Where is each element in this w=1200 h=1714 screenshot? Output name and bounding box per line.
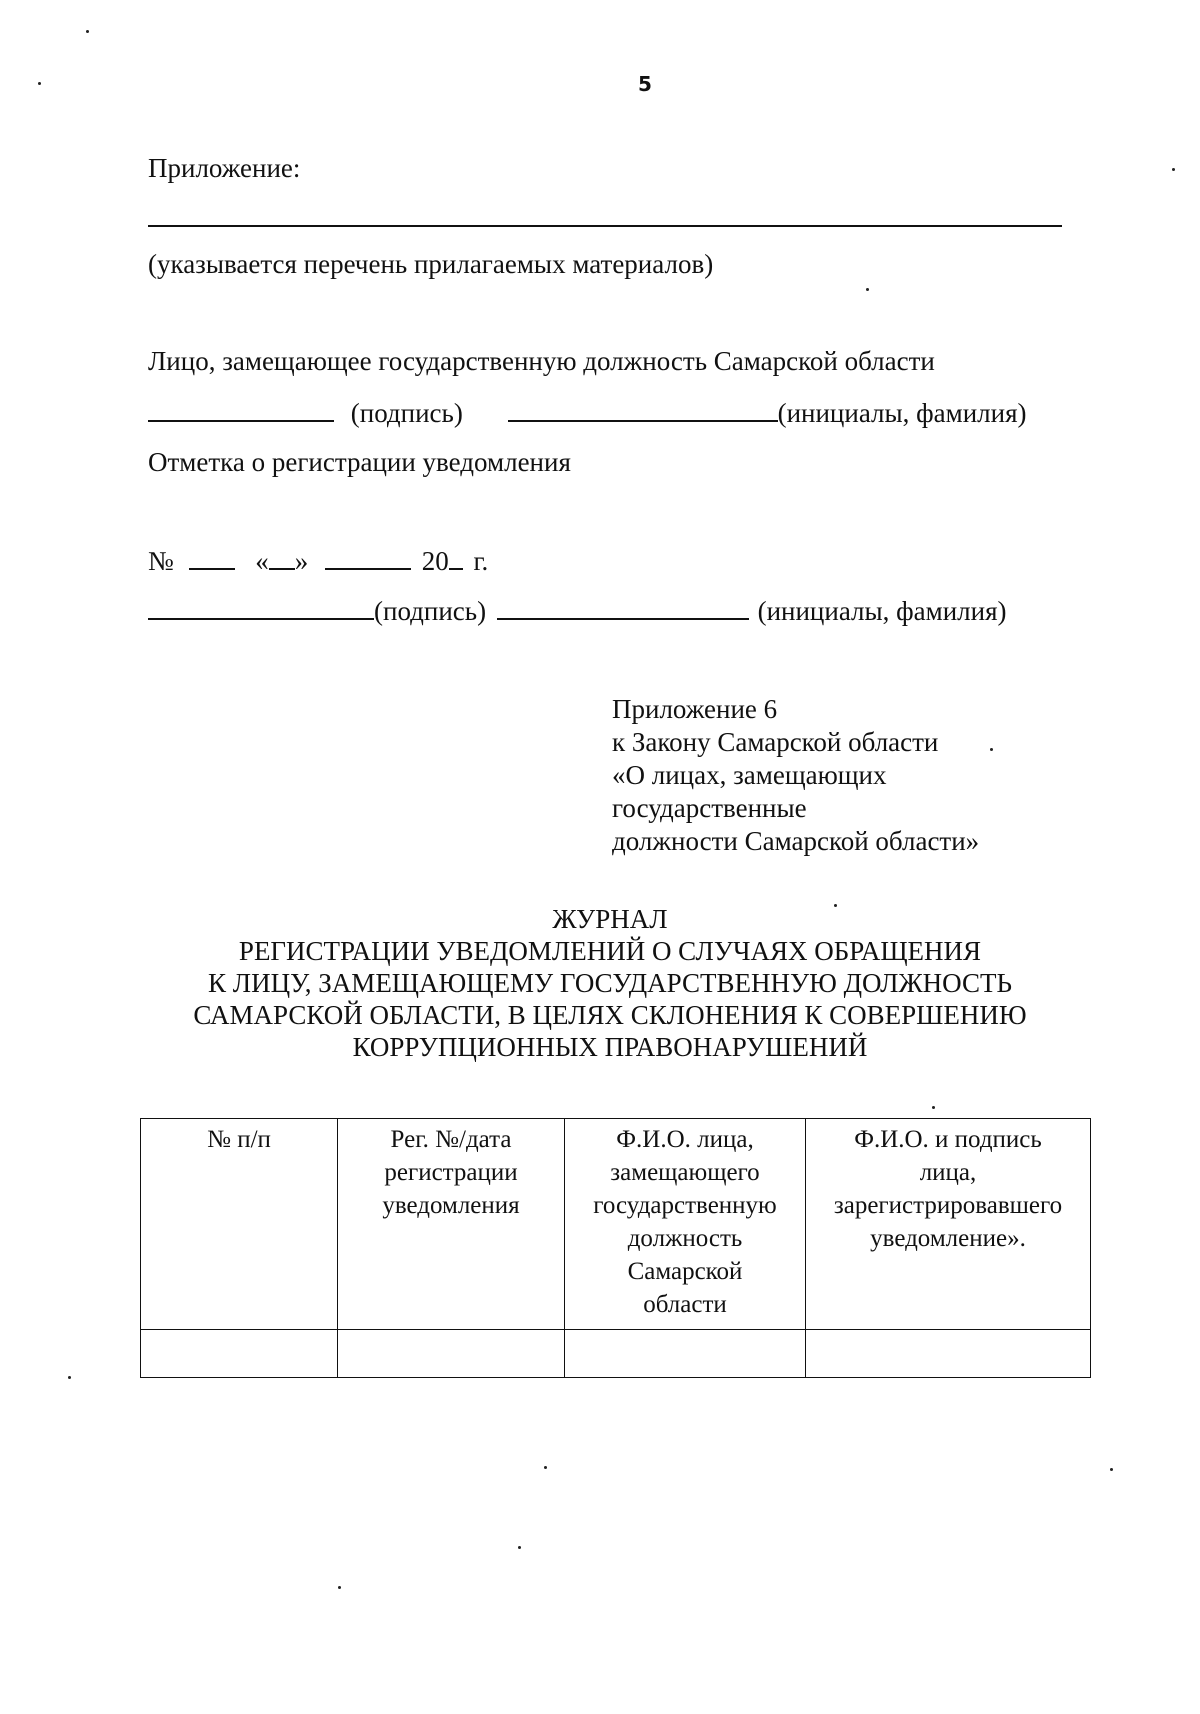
year-suffix: г. xyxy=(473,546,489,576)
year-prefix: 20 xyxy=(421,546,449,576)
scan-speck xyxy=(932,1106,935,1109)
scan-speck xyxy=(518,1546,521,1549)
scan-speck xyxy=(834,904,837,907)
reg-signature-blank xyxy=(148,594,374,620)
appendix-line: Приложение 6 xyxy=(612,694,778,724)
table-header-row xyxy=(141,1119,1091,1330)
scan-speck xyxy=(86,30,89,33)
column-header-registrar: Ф.И.О. и подпись лица, зарегистрировавшего уведомление». xyxy=(806,1119,1091,1330)
signature-blank xyxy=(148,396,334,422)
table-cell[interactable] xyxy=(565,1330,806,1378)
month-blank xyxy=(325,544,411,570)
page-number: 5 xyxy=(638,72,652,96)
quote-open: « xyxy=(255,546,269,576)
table-cell[interactable] xyxy=(806,1330,1091,1378)
column-header-number: № п/п xyxy=(141,1119,338,1330)
year-blank xyxy=(449,544,463,570)
journal-title-line: САМАРСКОЙ ОБЛАСТИ, В ЦЕЛЯХ СКЛОНЕНИЯ К СОВЕРШЕНИЮ xyxy=(193,1000,1027,1030)
scan-speck xyxy=(68,1376,71,1379)
quote-close: » xyxy=(294,546,309,576)
scan-speck xyxy=(866,288,869,291)
scan-speck xyxy=(1172,168,1175,171)
journal-title xyxy=(140,903,1080,1063)
appendix-line: «О лицах, замещающих xyxy=(612,760,887,790)
reg-signature-label: (подпись) xyxy=(374,596,487,626)
number-sign: № xyxy=(148,546,174,576)
signature-line-1 xyxy=(148,396,1027,429)
name-label: (инициалы, фамилия) xyxy=(777,398,1027,428)
name-blank xyxy=(508,396,778,422)
number-blank xyxy=(189,544,235,570)
table-cell[interactable] xyxy=(141,1330,338,1378)
column-header-registration: Рег. №/дата регистрации уведомления xyxy=(338,1119,565,1330)
scan-speck xyxy=(1110,1468,1113,1471)
registration-number-line xyxy=(148,544,488,577)
attachment-label: Приложение: xyxy=(148,153,301,183)
reg-name-blank xyxy=(497,594,749,620)
column-header-official: Ф.И.О. лица, замещающего государственную должность Самарской области xyxy=(565,1119,806,1330)
day-blank xyxy=(269,544,295,570)
registration-signature-line xyxy=(148,594,1007,627)
scan-speck xyxy=(38,82,41,85)
attachment-rule xyxy=(148,225,1062,227)
appendix-line: к Закону Самарской области xyxy=(612,727,939,757)
person-title: Лицо, замещающее государственную должность Самарской области xyxy=(148,346,935,376)
appendix-line: должности Самарской области» xyxy=(612,826,980,856)
registration-title: Отметка о регистрации уведомления xyxy=(148,447,571,477)
signature-label: (подпись) xyxy=(350,398,463,428)
appendix-line: государственные xyxy=(612,793,807,823)
journal-title-line: РЕГИСТРАЦИИ УВЕДОМЛЕНИЙ О СЛУЧАЯХ ОБРАЩЕНИЯ xyxy=(238,936,982,966)
scan-speck xyxy=(338,1586,341,1589)
journal-title-line: К ЛИЦУ, ЗАМЕЩАЮЩЕМУ ГОСУДАРСТВЕННУЮ ДОЛЖНОСТЬ xyxy=(208,968,1012,998)
appendix-reference xyxy=(612,693,979,858)
journal-table xyxy=(140,1118,1091,1378)
scan-speck xyxy=(544,1466,547,1469)
scan-speck xyxy=(990,748,993,751)
table-cell[interactable] xyxy=(338,1330,565,1378)
journal-title-line: ЖУРНАЛ xyxy=(552,904,668,934)
attachment-hint: (указывается перечень прилагаемых материалов) xyxy=(148,249,714,279)
table-row xyxy=(141,1330,1091,1378)
journal-title-line: КОРРУПЦИОННЫХ ПРАВОНАРУШЕНИЙ xyxy=(352,1032,868,1062)
reg-name-label: (инициалы, фамилия) xyxy=(757,596,1007,626)
